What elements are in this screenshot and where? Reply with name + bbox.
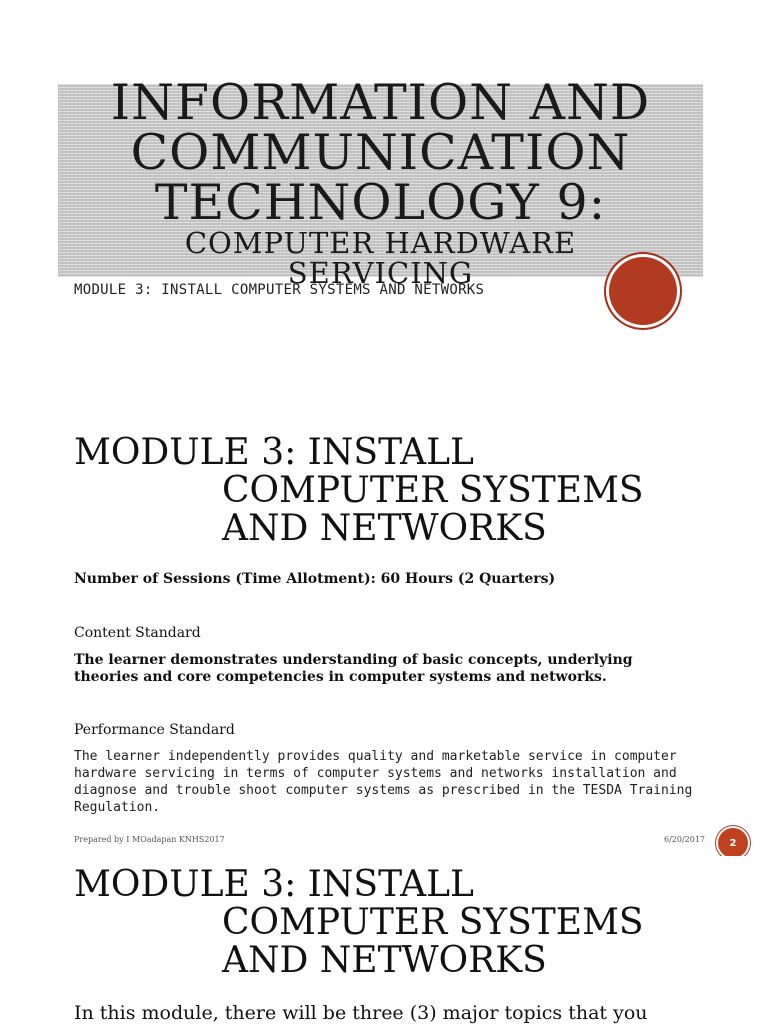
module-intro-text: In this module, there will be three (3) major topics that you (74, 1002, 648, 1024)
heading-line-1: MODULE 3: INSTALL (74, 432, 474, 473)
subtitle-line-1: COMPUTER HARDWARE (184, 226, 577, 260)
heading-line-3: AND NETWORKS (222, 508, 547, 549)
title-line-3: TECHNOLOGY 9: (154, 174, 607, 231)
subtitle-line-2: SERVICING (287, 256, 474, 290)
slide-subtitle (58, 228, 703, 288)
page-number-badge: 2 (718, 828, 748, 858)
slide-heading (74, 866, 694, 980)
module-subtitle: MODULE 3: INSTALL COMPUTER SYSTEMS AND NETWORKS (74, 282, 485, 298)
performance-standard-text: The learner independently provides quality and marketable service in computer hardware servicing in terms of computer systems and networks installation and diagnose and trouble shoot computer systems as prescribed in the TESDA Training Regulation. (74, 749, 693, 815)
heading-line-3: AND NETWORKS (222, 940, 547, 981)
module-overview-slide (0, 416, 768, 856)
title-line-2: COMMUNICATION (130, 124, 631, 181)
performance-standard-label: Performance Standard (74, 722, 235, 738)
footer-date: 6/20/2017 (664, 835, 706, 844)
slide-heading (74, 434, 694, 548)
title-line-1: INFORMATION AND (110, 74, 651, 131)
heading-line-1: MODULE 3: INSTALL (74, 864, 474, 905)
footer-author: Prepared by I MOadapan KNHS2017 (74, 835, 225, 844)
content-standard-text: The learner demonstrates understanding of basic concepts, underlying theories and core competencies in computer systems and networks. (74, 652, 633, 685)
module-intro-slide (0, 856, 768, 1024)
sessions-text: Number of Sessions (Time Allotment): 60 Hours (2 Quarters) (74, 571, 556, 587)
heading-line-2: COMPUTER SYSTEMS (222, 902, 644, 943)
content-standard-label: Content Standard (74, 625, 201, 641)
slide-title (58, 74, 703, 231)
decorative-circle-icon (609, 257, 677, 325)
heading-line-2: COMPUTER SYSTEMS (222, 470, 644, 511)
title-slide (0, 0, 768, 358)
